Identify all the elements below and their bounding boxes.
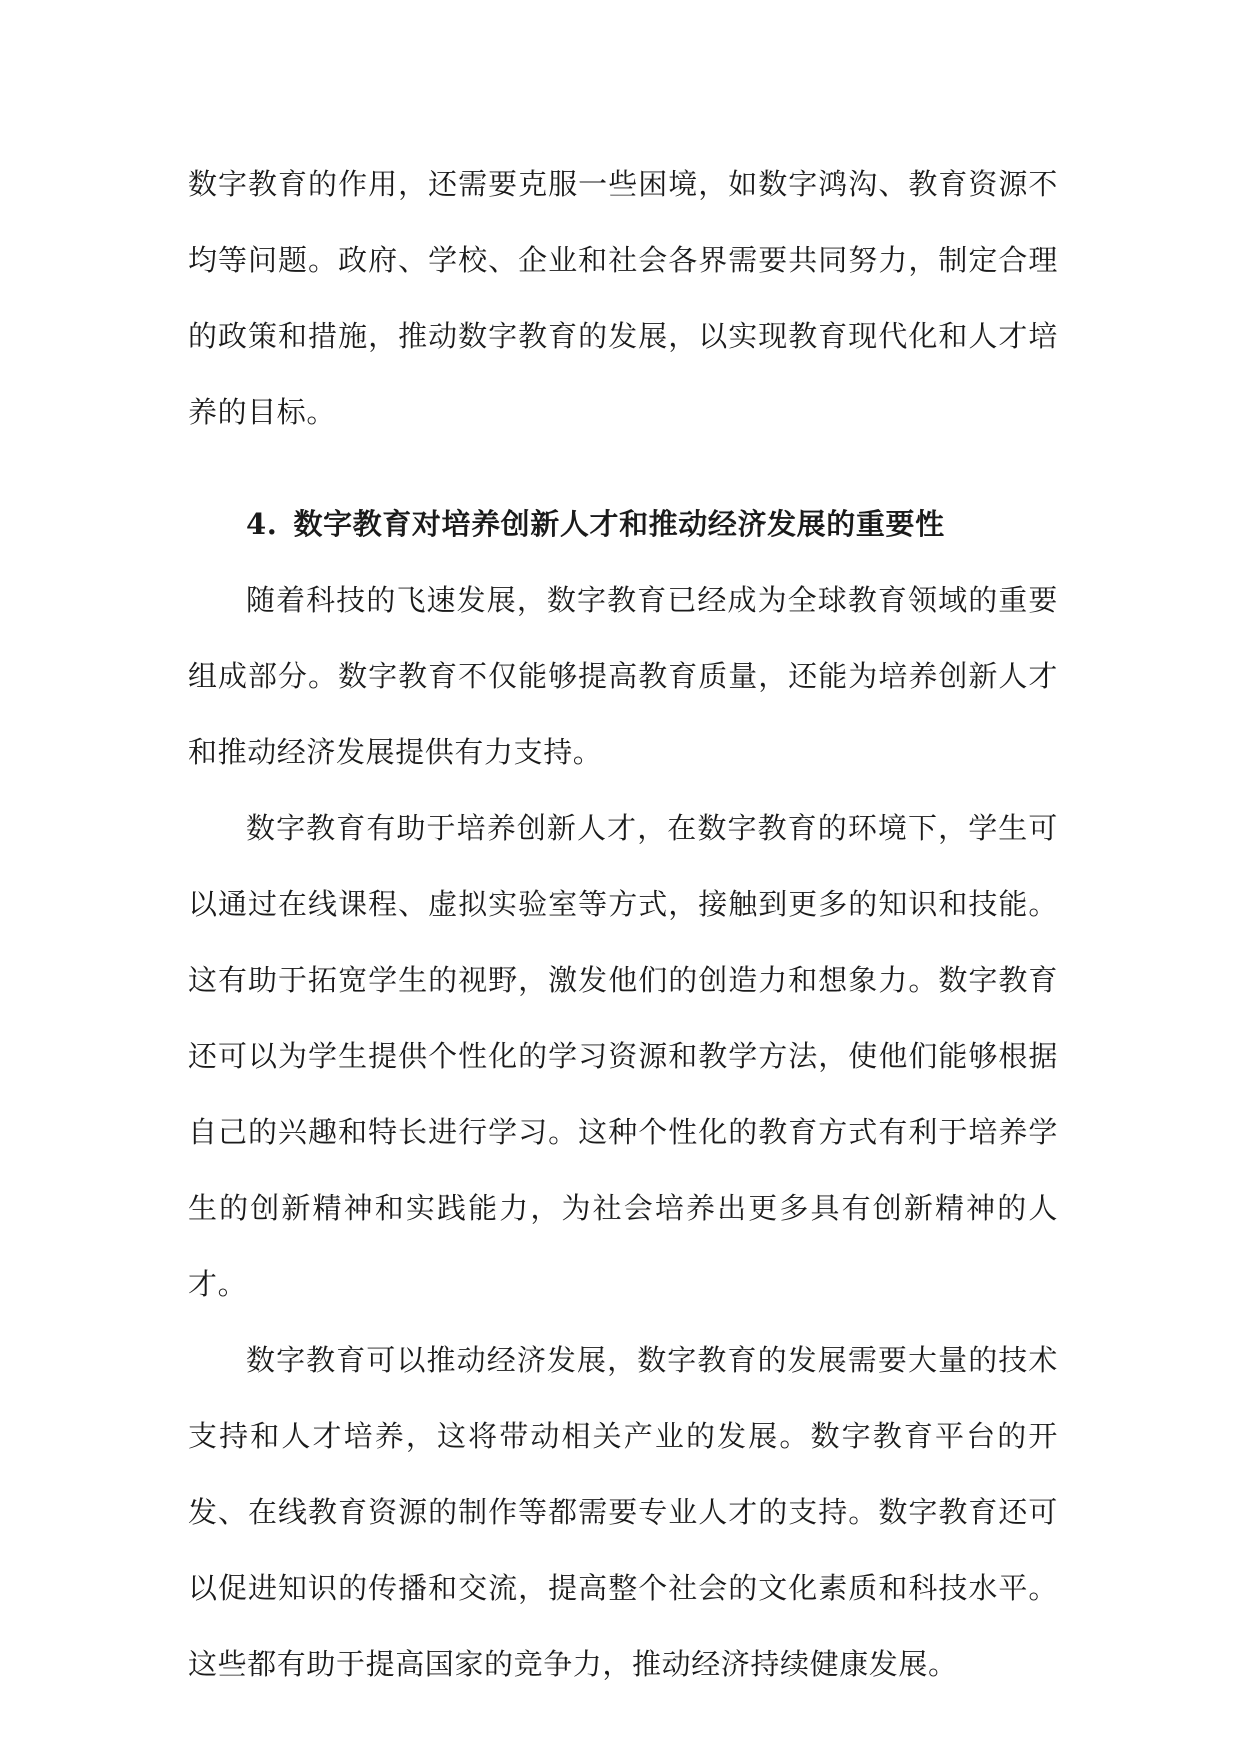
paragraph-intro: 随着科技的飞速发展，数字教育已经成为全球教育领域的重要组成部分。数字教育不仅能够提高教育质量，还能为培养创新人才和推动经济发展提供有力支持。 [188,583,1058,769]
continued-paragraph: 数字教育的作用，还需要克服一些困境，如数字鸿沟、教育资源不均等问题。政府、学校、企业和社会各界需要共同努力，制定合理的政策和措施，推动数字教育的发展，以实现教育现代化和人才培养的目标。 [188,167,1058,429]
document-body [188,146,1058,1702]
section-number: 4. [246,507,278,541]
paragraph-innovation-talent: 数字教育有助于培养创新人才，在数字教育的环境下，学生可以通过在线课程、虚拟实验室等方式，接触到更多的知识和技能。这有助于拓宽学生的视野，激发他们的创造力和想象力。数字教育还可以为学生提供个性化的学习资源和教学方法，使他们能够根据自己的兴趣和特长进行学习。这种个性化的教育方式有利于培养学生的创新精神和实践能力，为社会培养出更多具有创新精神的人才。 [188,811,1058,1301]
section-title: 数字教育对培养创新人才和推动经济发展的重要性 [293,507,945,541]
section-heading [188,486,1058,562]
paragraph-economic-development: 数字教育可以推动经济发展，数字教育的发展需要大量的技术支持和人才培养，这将带动相关产业的发展。数字教育平台的开发、在线教育资源的制作等都需要专业人才的支持。数字教育还可以促进知识的传播和交流，提高整个社会的文化素质和科技水平。这些都有助于提高国家的竞争力，推动经济持续健康发展。 [188,1343,1058,1681]
